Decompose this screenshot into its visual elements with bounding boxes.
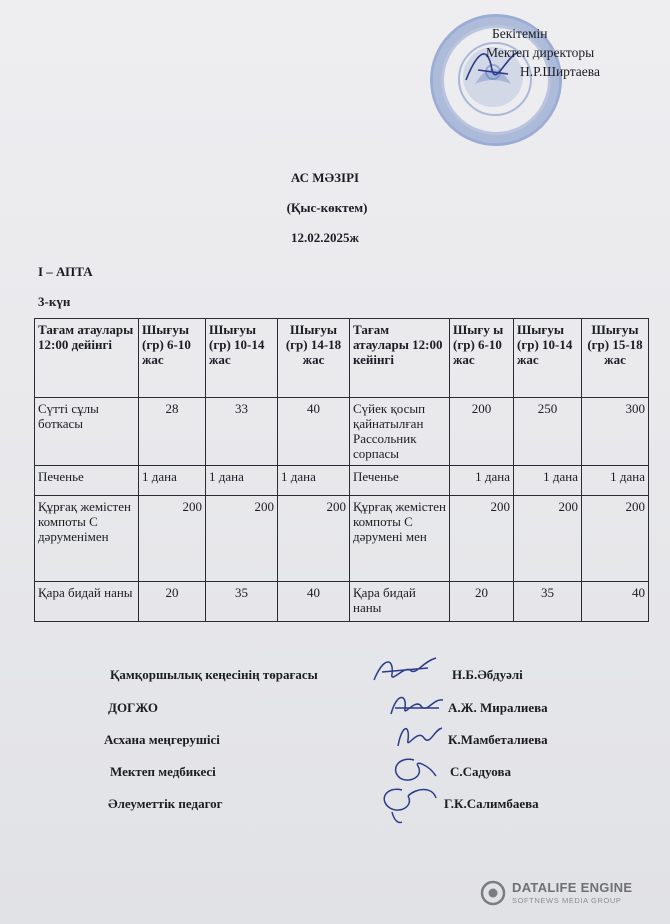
table-cell: 1 дана	[514, 466, 582, 496]
signature-name: Н.Б.Әбдуәлі	[452, 667, 523, 682]
table-cell: Қара бидай наны	[35, 582, 139, 622]
table-cell: 1 дана	[582, 466, 649, 496]
watermark-title: DATALIFE ENGINE	[512, 880, 633, 895]
approval-block	[486, 24, 600, 81]
column-header: Тағам атаулары 12:00 кейінгі	[350, 319, 450, 398]
signature-name: Г.К.Салимбаева	[444, 796, 539, 811]
table-cell: 200	[582, 496, 649, 582]
signature-role: ДОГЖО	[108, 700, 158, 715]
table-cell: 200	[206, 496, 278, 582]
table-cell: 1 дана	[139, 466, 206, 496]
signature-name: А.Ж. Миралиева	[448, 700, 548, 715]
watermark-subtitle: SOFTNEWS MEDIA GROUP	[512, 896, 622, 905]
menu-table	[34, 318, 649, 622]
table-row	[35, 496, 649, 582]
table-row	[35, 398, 649, 466]
signature-role: Әлеуметтік педагог	[108, 796, 223, 811]
table-row	[35, 582, 649, 622]
table-cell: 33	[206, 398, 278, 466]
table-cell: 200	[514, 496, 582, 582]
table-cell: Сүтті сұлы боткасы	[35, 398, 139, 466]
approval-line-2: Мектеп директоры	[486, 45, 595, 60]
table-cell: Печенье	[350, 466, 450, 496]
table-cell: 1 дана	[278, 466, 350, 496]
table-cell: 250	[514, 398, 582, 466]
table-cell: 1 дана	[206, 466, 278, 496]
table-row	[35, 466, 649, 496]
table-header-row	[35, 319, 649, 398]
signature-role: Асхана меңгерушісі	[104, 732, 220, 747]
table-cell: 300	[582, 398, 649, 466]
table-cell: 40	[278, 582, 350, 622]
signature-3	[392, 718, 447, 754]
table-cell: Сүйек қосып қайнатылған Рассольник сорпасы	[350, 398, 450, 466]
approval-line-3: Н.Р.Ширтаева	[520, 64, 600, 79]
table-cell: Құрғақ жемістен компоты С дәрумені мен	[350, 496, 450, 582]
table-cell: 200	[450, 496, 514, 582]
table-cell: 200	[450, 398, 514, 466]
column-header: Тағам атаулары 12:00 дейінгі	[35, 319, 139, 398]
table-cell: 20	[450, 582, 514, 622]
datalife-logo-icon	[480, 880, 506, 906]
table-cell: Құрғақ жемістен компоты С дәруменімен	[35, 496, 139, 582]
column-header: Шығуы (гр) 14-18 жас	[278, 319, 350, 398]
table-cell: 200	[139, 496, 206, 582]
signature-1	[370, 650, 445, 690]
table-cell: 40	[582, 582, 649, 622]
signature-role: Мектеп медбикесі	[110, 764, 216, 779]
column-header: Шығу ы (гр) 6-10 жас	[450, 319, 514, 398]
table-cell: 28	[139, 398, 206, 466]
column-header: Шығуы (гр) 10-14 жас	[514, 319, 582, 398]
column-header: Шығуы (гр) 6-10 жас	[139, 319, 206, 398]
day-label: 3-күн	[38, 294, 71, 309]
signature-role: Қамқоршылық кеңесінің төрағасы	[110, 667, 318, 682]
week-label: I – АПТА	[38, 264, 93, 279]
table-cell: Қара бидай наны	[350, 582, 450, 622]
document-season: (Қыс-көктем)	[286, 200, 368, 215]
signature-5	[372, 778, 444, 828]
signature-name: С.Садуова	[450, 764, 511, 779]
approval-line-1: Бекітемін	[492, 26, 548, 41]
table-cell: 35	[514, 582, 582, 622]
column-header: Шығуы (гр) 15-18 жас	[582, 319, 649, 398]
document-date: 12.02.2025ж	[291, 230, 359, 245]
table-cell: Печенье	[35, 466, 139, 496]
signature-name: К.Мамбеталиева	[448, 732, 548, 747]
table-cell: 20	[139, 582, 206, 622]
table-cell: 200	[278, 496, 350, 582]
table-cell: 1 дана	[450, 466, 514, 496]
table-cell: 35	[206, 582, 278, 622]
table-cell: 40	[278, 398, 350, 466]
document-title: АС МӘЗІРІ	[290, 170, 360, 185]
column-header: Шығуы (гр) 10-14 жас	[206, 319, 278, 398]
